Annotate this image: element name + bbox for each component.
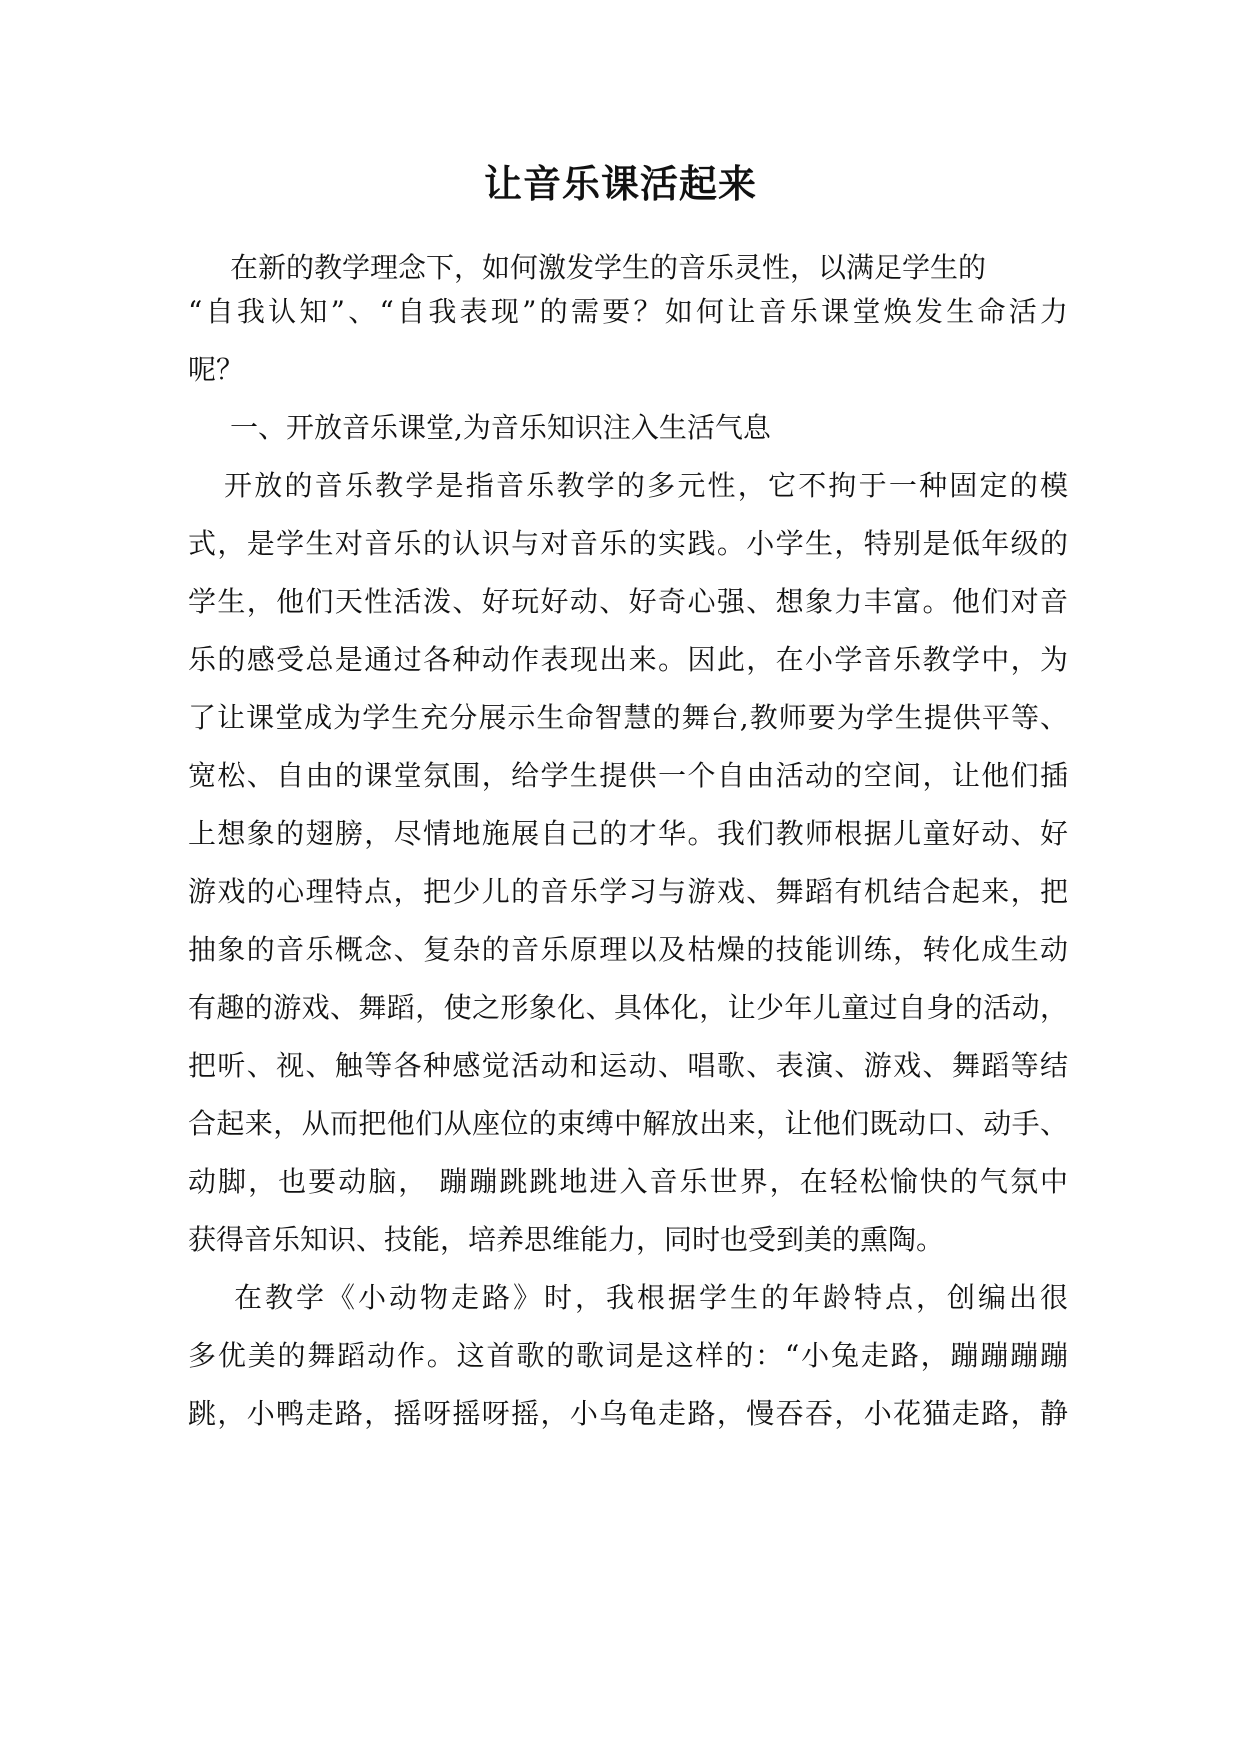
document-title: 让音乐课活起来	[483, 161, 757, 206]
text-line: 合起来，从而把他们从座位的束缚中解放出来，让他们既动口、动手、	[188, 1107, 1068, 1140]
text-line: 在新的教学理念下，如何激发学生的音乐灵性，以满足学生的	[230, 251, 987, 284]
text-line: 跳，小鸭走路，摇呀摇呀摇，小乌龟走路，慢吞吞，小花猫走路，静	[188, 1397, 1068, 1430]
text-line: 获得音乐知识、技能，培养思维能力，同时也受到美的熏陶。	[188, 1223, 945, 1256]
text-line: 有趣的游戏、舞蹈，使之形象化、具体化，让少年儿童过自身的活动，	[188, 991, 1068, 1024]
text-line: 了让课堂成为学生充分展示生命智慧的舞台,教师要为学生提供平等、	[188, 701, 1068, 734]
text-line: 把听、视、触等各种感觉活动和运动、唱歌、表演、游戏、舞蹈等结	[188, 1049, 1068, 1082]
text-line: 式，是学生对音乐的认识与对音乐的实践。小学生，特别是低年级的	[188, 527, 1068, 560]
section-heading: 一、开放音乐课堂,为音乐知识注入生活气息	[230, 411, 771, 444]
text-line: 上想象的翅膀，尽情地施展自己的才华。我们教师根据儿童好动、好	[188, 817, 1068, 850]
text-line: 开放的音乐教学是指音乐教学的多元性，它不拘于一种固定的模	[224, 469, 1068, 502]
text-line: 抽象的音乐概念、复杂的音乐原理以及枯燥的技能训练，转化成生动	[188, 933, 1068, 966]
text-line: “自我认知”、“自我表现”的需要？如何让音乐课堂焕发生命活力	[188, 295, 1068, 328]
text-line: 乐的感受总是通过各种动作表现出来。因此，在小学音乐教学中，为	[188, 643, 1068, 676]
text-line: 在教学《小动物走路》时，我根据学生的年龄特点，创编出很	[234, 1281, 1068, 1314]
text-line: 动脚，也要动脑， 蹦蹦跳跳地进入音乐世界，在轻松愉快的气氛中	[188, 1165, 1068, 1198]
text-line: 学生，他们天性活泼、好玩好动、好奇心强、想象力丰富。他们对音	[188, 585, 1068, 618]
text-line: 呢？	[188, 353, 245, 386]
text-line: 游戏的心理特点，把少儿的音乐学习与游戏、舞蹈有机结合起来，把	[188, 875, 1068, 908]
text-line: 宽松、自由的课堂氛围，给学生提供一个自由活动的空间，让他们插	[188, 759, 1068, 792]
text-line: 多优美的舞蹈动作。这首歌的歌词是这样的：“小兔走路，蹦蹦蹦蹦	[188, 1339, 1068, 1372]
